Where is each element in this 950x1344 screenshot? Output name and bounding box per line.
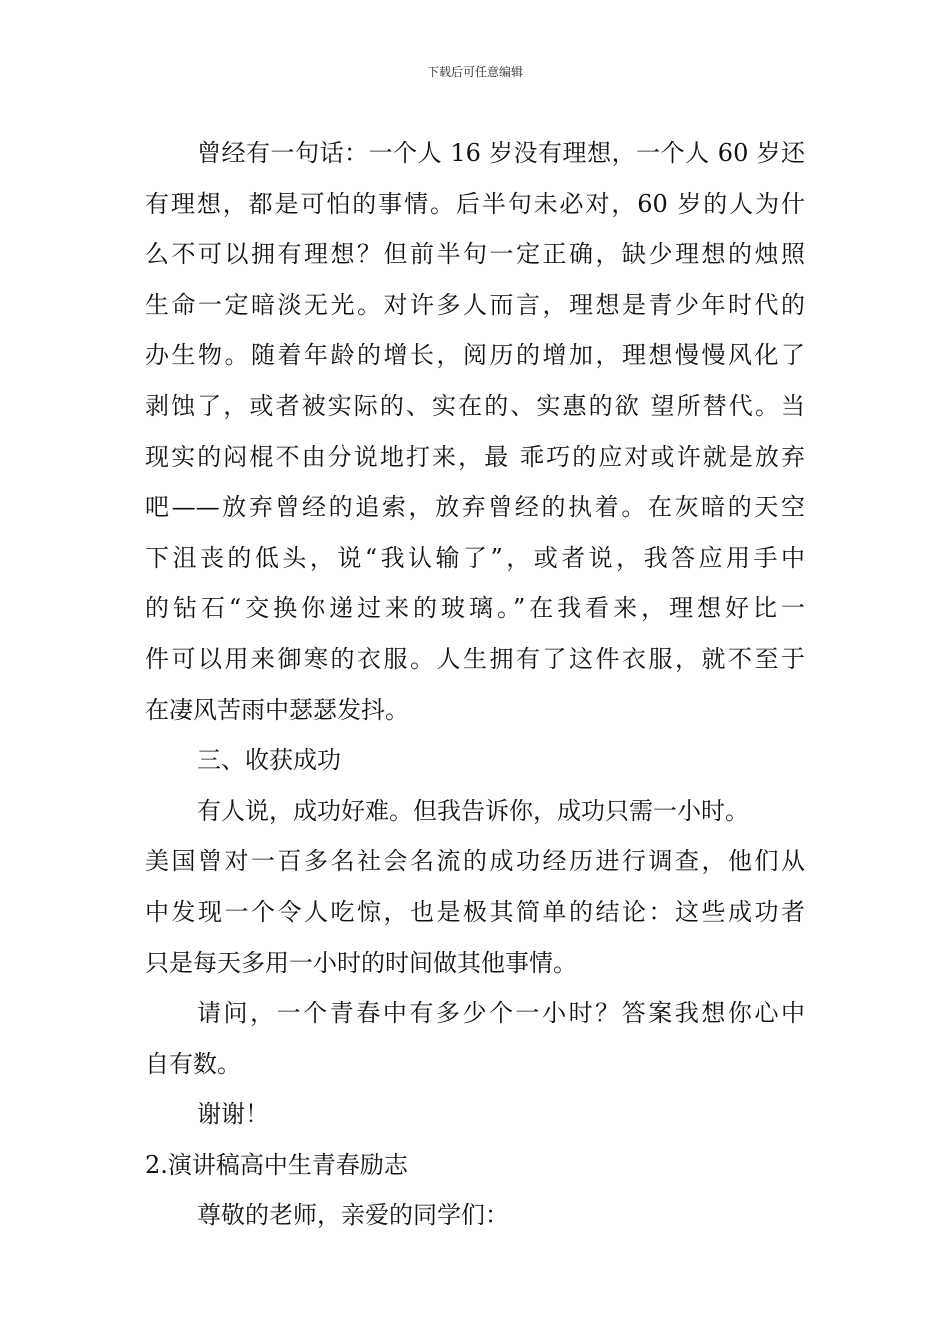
section-heading: 三、收获成功 (197, 746, 341, 775)
text-line: 在凄风苦雨中瑟瑟发抖。 (145, 695, 409, 724)
text-line: 的钻石“交换你递过来的玻璃。”在我看来，理想好比一 (145, 594, 805, 623)
text-line: 自有数。 (145, 1049, 241, 1078)
paragraph-ideals (145, 128, 805, 735)
text-line: 剥蚀了，或者被实际的、实在的、实惠的欲 望所替代。当 (145, 391, 805, 420)
salutation-line: 尊敬的老师，亲爱的同学们： (197, 1201, 509, 1230)
paragraph-question (145, 988, 805, 1089)
text-line: 吧——放弃曾经的追索，放弃曾经的执着。在灰暗的天空 (145, 493, 805, 522)
text-line: 曾经有一句话：一个人 16 岁没有理想，一个人 60 岁还 (197, 139, 805, 167)
paragraph-success (145, 786, 805, 988)
speech-title: 2.演讲稿高中生青春励志 (145, 1150, 408, 1179)
text-line: 请问，一个青春中有多少个一小时？答案我想你心中 (197, 999, 805, 1028)
text-line: 生命一定暗淡无光。对许多人而言，理想是青少年时代的 (145, 290, 805, 319)
text-line: 下沮丧的低头，说“我认输了”，或者说，我答应用手中 (145, 543, 805, 572)
text-line: 件可以用来御寒的衣服。人生拥有了这件衣服，就不至于 (145, 644, 805, 673)
page-header: 下载后可任意编辑 (426, 65, 523, 79)
text-line: 办生物。随着年龄的增长，阅历的增加，理想慢慢风化了 (145, 341, 805, 370)
text-line: 美国曾对一百多名社会名流的成功经历进行调查，他们从 (145, 847, 805, 876)
text-line: 中发现一个令人吃惊，也是极其简单的结论：这些成功者 (145, 897, 805, 926)
text-line: 么不可以拥有理想？但前半句一定正确，缺少理想的烛照 (145, 240, 805, 269)
text-line: 有人说，成功好难。但我告诉你，成功只需一小时。 (197, 796, 749, 825)
text-line: 现实的闷棍不由分说地打来，最 乖巧的应对或许就是放弃 (145, 442, 805, 471)
text-line: 只是每天多用一小时的时间做其他事情。 (145, 948, 577, 977)
document-body (145, 128, 805, 1241)
text-line: 有理想，都是可怕的事情。后半句未必对，60 岁的人为什 (145, 189, 805, 218)
thanks-line: 谢谢！ (197, 1100, 269, 1129)
